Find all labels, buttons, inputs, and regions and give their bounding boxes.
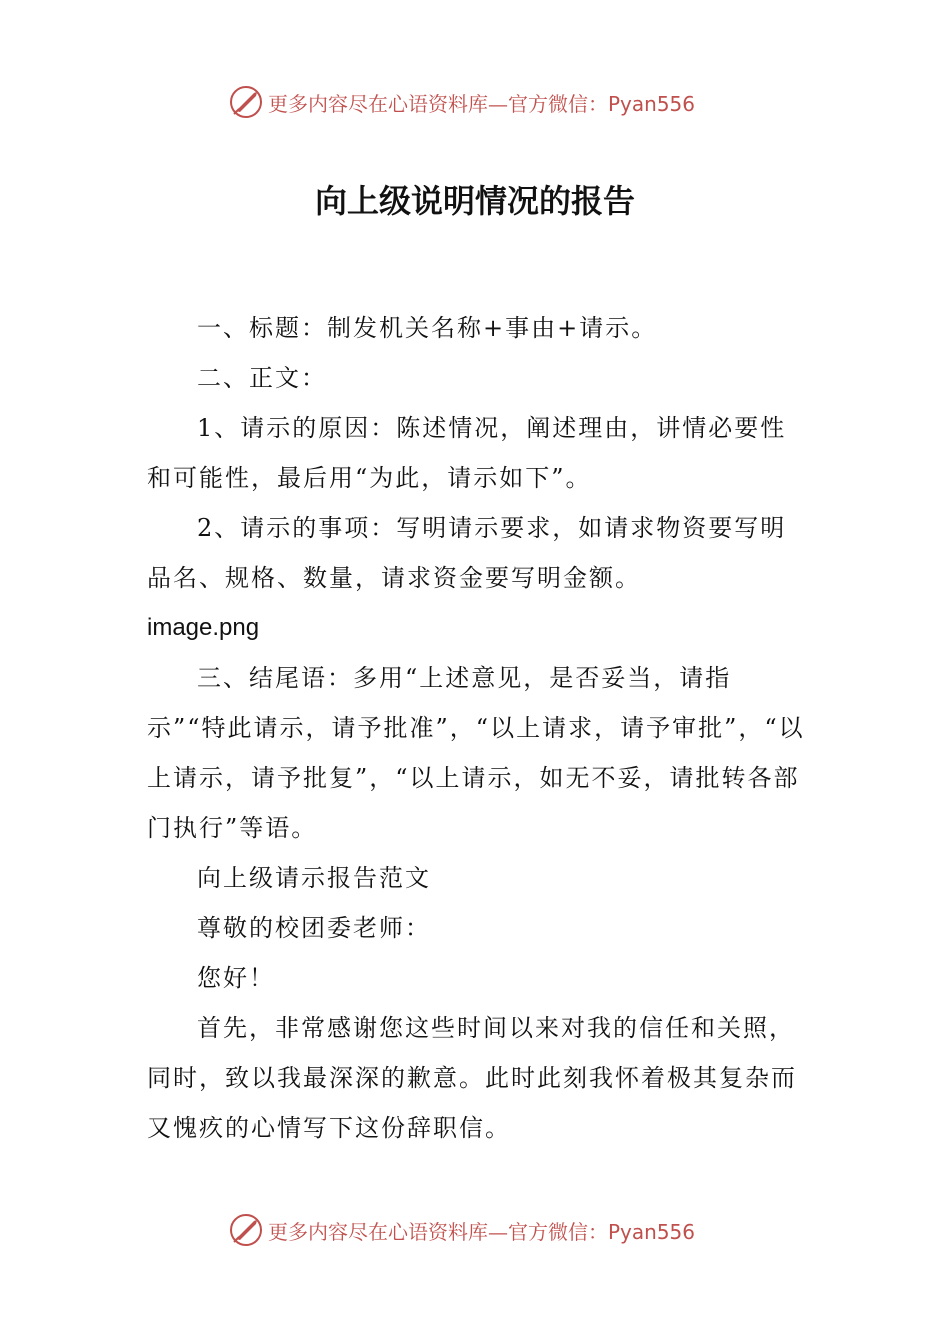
paragraph: 三、结尾语：多用“上述意见，是否妥当，请指示”“特此请示，请予批准”，“以上请求，请予审批”，“以上请示，请予批复”，“以上请示，如无不妥，请批转各部门执行”等语。 [147,664,805,842]
image-filename: image.png [147,614,260,641]
paragraph: 首先，非常感谢您这些时间以来对我的信任和关照，同时，致以我最深深的歉意。此时此刻我怀着极其复杂而又愧疚的心情写下这份辞职信。 [147,1014,797,1142]
footer-watermark [228,1210,695,1250]
paragraph: 2、请示的事项：写明请示要求，如请求物资要写明品名、规格、数量，请求资金要写明金额。 [147,514,787,592]
paragraph: 尊敬的校团委老师： [197,914,431,942]
paragraph: 向上级请示报告范文 [197,864,431,892]
header-watermark [228,82,695,122]
document-body [147,303,809,1153]
paragraph: 1、请示的原因：陈述情况，阐述理由，讲情必要性和可能性，最后用“为此，请示如下”。 [147,414,787,492]
quill-pen-logo-icon [228,1212,264,1248]
paragraph: 一、标题：制发机关名称+事由+请示。 [197,314,658,342]
paragraph: 二、正文： [197,364,327,392]
document-title: 向上级说明情况的报告 [314,182,635,220]
paragraph: 您好！ [197,964,275,992]
quill-pen-logo-icon [228,84,264,120]
watermark-text: 更多内容尽在心语资料库—官方微信：Pyan556 [268,91,696,116]
watermark-text: 更多内容尽在心语资料库—官方微信：Pyan556 [268,1219,696,1244]
